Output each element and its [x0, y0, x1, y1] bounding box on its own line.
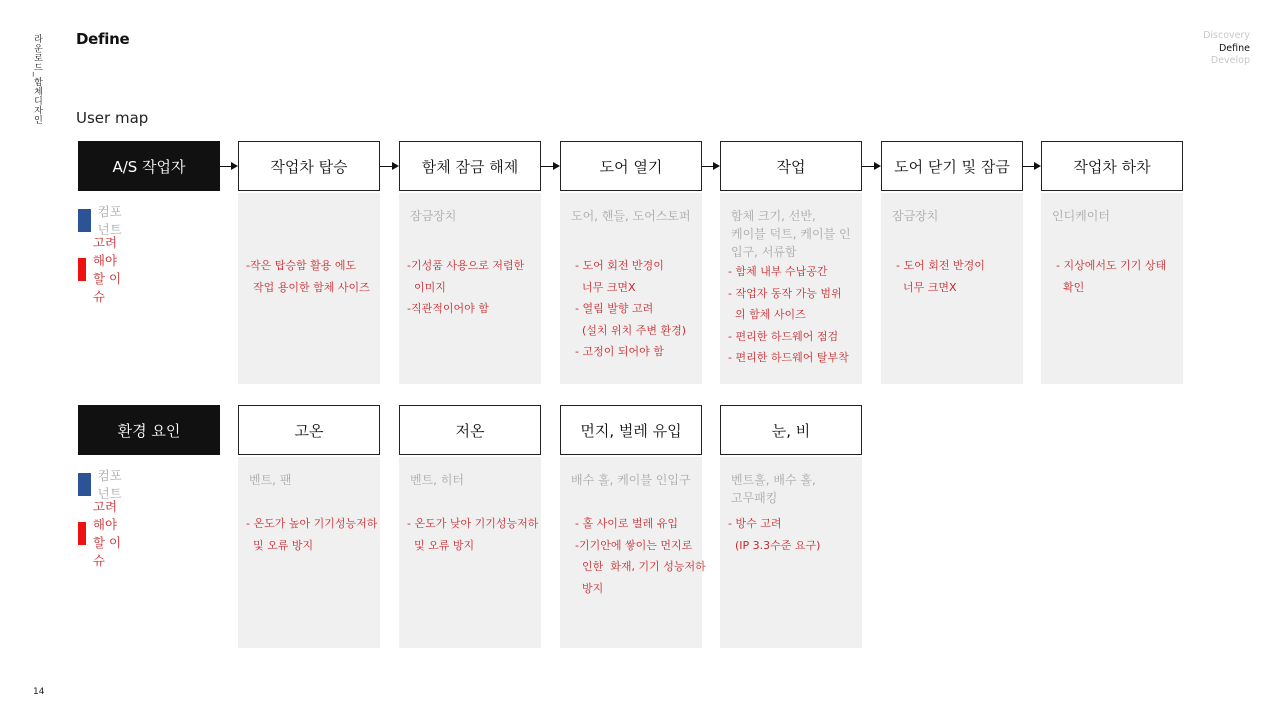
- flow-arrow: [702, 162, 720, 171]
- issue-line: - 홀 사이로 벌레 유입: [568, 517, 678, 530]
- user-step-title: 도어 열기: [560, 141, 702, 191]
- nav-item-define[interactable]: Define: [1218, 42, 1250, 54]
- issue-list: [246, 255, 374, 298]
- issue-list: [407, 255, 535, 320]
- env-step-title: 눈, 비: [720, 405, 862, 455]
- issue-line: 및 오류 방지: [246, 538, 314, 552]
- issue-swatch: [78, 258, 86, 281]
- issue-line: 방지: [568, 581, 604, 595]
- component-line: 벤트, 팬: [249, 473, 292, 487]
- issue-line: 작업 용이한 함체 사이즈: [246, 280, 370, 294]
- component-line: 배수 홀, 케이블 인입구: [571, 473, 691, 487]
- flow-arrow: [220, 162, 238, 171]
- vertical-project-label: 라운로드_함체디자인: [32, 34, 42, 125]
- issue-line: 너무 크면X: [568, 280, 636, 294]
- user-step-title: 작업차 탑승: [238, 141, 380, 191]
- issue-line: - 함체 내부 수납공간: [728, 265, 828, 278]
- env-step-panel: [560, 457, 706, 648]
- user-step-title: 함체 잠금 해제: [399, 141, 541, 191]
- user-step-panel: [399, 193, 541, 384]
- component-line: 벤트, 히터: [410, 473, 464, 487]
- issue-line: - 방수 고려: [728, 517, 782, 530]
- page-subtitle: User map: [76, 109, 149, 127]
- component-line: 잠금장치: [892, 209, 939, 223]
- component-line: 도어, 핸들, 도어스토퍼: [571, 209, 691, 223]
- issue-list: [246, 513, 378, 556]
- user-step-title: 도어 닫기 및 잠금: [881, 141, 1023, 191]
- user-step-panel: [238, 193, 380, 384]
- component-line: 입구, 서류함: [731, 245, 797, 259]
- user-step-panel: [881, 193, 1023, 384]
- issue-line: 이미지: [407, 280, 446, 294]
- component-line: 함체 크기, 선반,: [731, 209, 816, 223]
- issue-line: 및 오류 방지: [407, 538, 475, 552]
- issue-line: - 지상에서도 기기 상태: [1049, 259, 1167, 272]
- user-step-title: 작업차 하차: [1041, 141, 1183, 191]
- section-title: Define: [76, 30, 130, 48]
- issue-line: - 고정이 되어야 함: [568, 345, 664, 358]
- legend-issue-label: 고려해야 할 이슈: [92, 235, 122, 304]
- component-swatch: [78, 209, 91, 232]
- flow-arrow: [1023, 162, 1041, 171]
- component-line: 잠금장치: [410, 209, 457, 223]
- issue-list: [1049, 255, 1177, 298]
- legend-component-label: 컴포넌트: [97, 468, 122, 501]
- env-step-title: 저온: [399, 405, 541, 455]
- component-list: [571, 207, 694, 225]
- nav-item-develop[interactable]: Develop: [1210, 55, 1250, 66]
- user-step-panel: [720, 193, 862, 384]
- env-step-title: 고온: [238, 405, 380, 455]
- component-list: [249, 471, 372, 489]
- issue-line: - 온도가 높아 기기성능저하: [246, 517, 378, 530]
- component-line: 인디케이터: [1052, 209, 1110, 223]
- issue-line: 인한 화재, 기기 성능저하: [568, 560, 706, 573]
- nav-item-discovery[interactable]: Discovery: [1203, 30, 1250, 41]
- user-step-panel: [560, 193, 702, 384]
- component-list: [410, 471, 533, 489]
- user-step-title: 작업: [720, 141, 862, 191]
- issue-line: - 도어 회전 반경이: [568, 259, 664, 272]
- env-step-title: 먼지, 벌레 유입: [560, 405, 702, 455]
- flow-arrow: [380, 162, 399, 171]
- env-step-panel: [238, 457, 380, 648]
- component-line: 케이블 덕트, 케이블 인: [731, 227, 851, 241]
- issue-line: (IP 3.3수준 요구): [728, 538, 821, 552]
- issue-line: - 작업자 동작 가능 범위: [728, 286, 842, 300]
- component-swatch: [78, 473, 91, 496]
- legend-issue: [78, 233, 122, 305]
- component-line: 벤트홀, 배수 홀,: [731, 473, 816, 487]
- env-step-panel: [399, 457, 541, 648]
- component-list: [571, 471, 694, 489]
- component-list: [1052, 207, 1175, 225]
- issue-swatch: [78, 522, 86, 545]
- actor-box-environment: 환경 요인: [78, 405, 220, 455]
- issue-line: -기기안에 쌓이는 먼지로: [568, 538, 693, 552]
- component-line: 고무패킹: [731, 491, 778, 505]
- issue-line: 확인: [1049, 280, 1085, 294]
- issue-line: - 편리한 하드웨어 점검: [728, 329, 839, 343]
- issue-line: -작은 탑승함 활용 에도: [246, 259, 357, 272]
- issue-list: [728, 513, 856, 556]
- issue-line: -기성품 사용으로 저렴한: [407, 259, 525, 272]
- issue-list: [889, 255, 1017, 298]
- issue-line: - 도어 회전 반경이: [889, 259, 985, 272]
- issue-list: [568, 513, 706, 599]
- issue-line: 의 함체 사이즈: [728, 308, 806, 321]
- issue-line: 너무 크면X: [889, 280, 957, 294]
- legend-issue-label: 고려해야 할 이슈: [92, 499, 122, 568]
- issue-line: (설치 위치 주변 환경): [568, 323, 687, 337]
- legend-component-label: 컴포넌트: [97, 204, 122, 237]
- env-step-panel: [720, 457, 862, 648]
- issue-list: [728, 261, 856, 369]
- issue-line: - 온도가 낮아 기기성능저하: [407, 517, 539, 530]
- component-list: [410, 207, 533, 225]
- page-number: 14: [33, 687, 45, 697]
- issue-list: [568, 255, 696, 363]
- flow-arrow: [862, 162, 881, 171]
- legend-issue: [78, 497, 122, 569]
- user-step-panel: [1041, 193, 1183, 384]
- component-list: [892, 207, 1015, 225]
- issue-line: - 열림 발향 고려: [568, 302, 654, 315]
- issue-list: [407, 513, 539, 556]
- flow-arrow: [541, 162, 560, 171]
- issue-line: -직관적이어야 함: [407, 302, 489, 315]
- component-list: [731, 471, 854, 507]
- component-list: [731, 207, 854, 261]
- actor-box-as-worker: A/S 작업자: [78, 141, 220, 191]
- phase-nav: [1203, 30, 1250, 68]
- issue-line: - 편리한 하드웨어 탈부착: [728, 351, 849, 364]
